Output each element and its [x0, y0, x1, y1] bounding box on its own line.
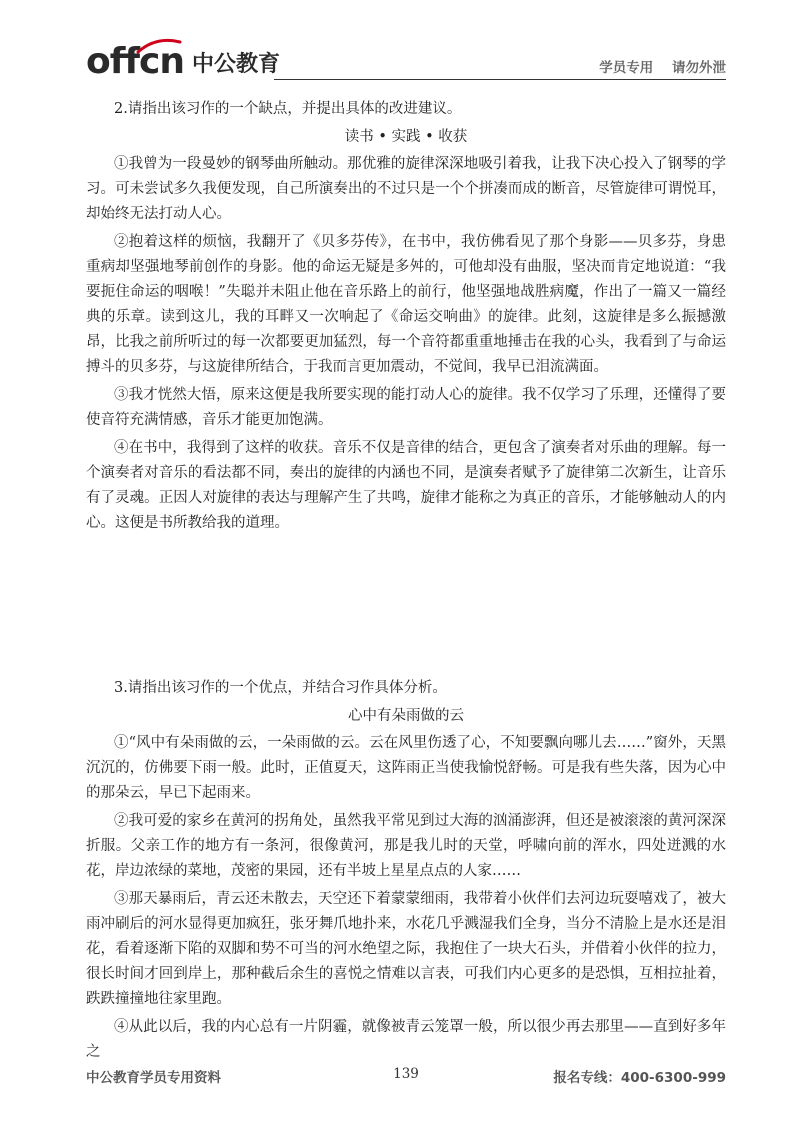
essay-2-paragraph: ③那天暴雨后，青云还未散去，天空还下着蒙蒙细雨，我带着小伙伴们去河边玩耍嘻戏了，被大雨冲刷后的河水显得更加疯狂，张牙舞爪地扑来，水花几乎溅湿我们全身，当分不清脸上是水还是泪花，看着逐渐下陷的双脚和势不可当的河水绝望之际，我抱住了一块大石头，并借着小伙伴的拉力，很长时间才回到岸上，那种截后余生的喜悦之情难以言表，可我们内心更多的是恐惧，互相拉扯着，跌跌撞撞地往家里跑。: [86, 891, 726, 1007]
essay-1-title: 读书 • 实践 • 收获: [344, 129, 468, 145]
essay-2-paragraph: ①“风中有朵雨做的云，一朵雨做的云。云在风里伤透了心，不知要飘向哪儿去……”窗外，天黑沉沉的，仿佛要下雨一般。此时，正值夏天，这阵雨正当使我愉悦舒畅。可是我有些失落，因为心中的那朵云，早已下起雨来。: [86, 735, 726, 801]
logo-swoosh-icon: [136, 38, 182, 54]
question-3-prompt: 3.请指出该习作的一个优点，并结合习作具体分析。: [114, 680, 447, 696]
offcn-logo: [86, 36, 280, 80]
page-header: [86, 36, 726, 80]
essay-2-paragraph: ④从此以后，我的内心总有一片阴霾，就像被青云笼罩一般，所以很少再去那里——直到好多年之: [86, 1019, 726, 1060]
logo-chinese-name: 中公教育: [192, 52, 281, 77]
question-3-section: [86, 676, 726, 1068]
logo-wordmark: offcn: [86, 41, 185, 82]
essay-1-paragraph: ④在书中，我得到了这样的收获。音乐不仅是音律的结合，更包含了演奏者对乐曲的理解。每一个演奏者对音乐的看法都不同，奏出的旋律的内涵也不同，是演奏者赋予了旋律第二次新生，让音乐有了灵魂。正因人对旋律的表达与理解产生了共鸣，旋律才能称之为真正的音乐，才能够触动人的内心。这便是书所教给我的道理。: [86, 440, 726, 531]
essay-1-paragraph: ②抱着这样的烦恼，我翻开了《贝多芬传》，在书中，我仿佛看见了那个身影——贝多芬，身患重病却坚强地琴前创作的身影。他的命运无疑是多舛的，可他却没有曲服，坚决而肯定地说道：“我要扼住命运的咽喉！”失聪并未阻止他在音乐路上的前行，他坚强地战胜病魔，作出了一篇又一篇经典的乐章。读到这儿，我的耳畔又一次响起了《命运交响曲》的旋律。此刻，这旋律是多么振撼激昂，比我之前所听过的每一次都要更加猛烈，每一个音符都重重地捶击在我的心头，我看到了与命运搏斗的贝多芬，与这旋律所结合，于我而言更加震动，不觉间，我早已泪流满面。: [86, 234, 726, 375]
header-divider: [274, 79, 726, 80]
header-notice: [599, 56, 726, 76]
footer-hotline: 报名专线：400-6300-999: [553, 1070, 726, 1086]
footer-material-label: 中公教育学员专用资料: [86, 1070, 221, 1086]
header-label-students-only: 学员专用: [599, 60, 654, 76]
essay-1-paragraph: ①我曾为一段曼妙的钢琴曲所触动。那优雅的旋律深深地吸引着我，让我下决心投入了钢琴的学习。可未尝试多久我便发现，自己所演奏出的不过只是一个个拼凑而成的断音，尽管旋律可谓悦耳，却始终无法打动人心。: [86, 156, 726, 222]
essay-2-title: 心中有朵雨做的云: [348, 708, 464, 724]
question-2-section: [86, 97, 726, 539]
essay-1-paragraph: ③我才恍然大悟，原来这便是我所要实现的能打动人心的旋律。我不仅学习了乐理，还懂得了要使音符充满情感，音乐才能更加饱满。: [86, 387, 726, 428]
question-2-prompt: 2.请指出该习作的一个缺点，并提出具体的改进建议。: [114, 101, 462, 117]
essay-2-paragraph: ②我可爱的家乡在黄河的拐角处，虽然我平常见到过大海的汹涌澎湃，但还是被滚滚的黄河深深折服。父亲工作的地方有一条河，很像黄河，那是我儿时的天堂，呼啸向前的浑水，四处迸溅的水花，岸边浓绿的菜地，茂密的果园，还有半坡上星星点点的人家……: [86, 813, 726, 879]
page-footer: [86, 1066, 726, 1086]
page-number: 139: [393, 1066, 419, 1082]
header-label-do-not-share: 请勿外泄: [672, 60, 726, 76]
